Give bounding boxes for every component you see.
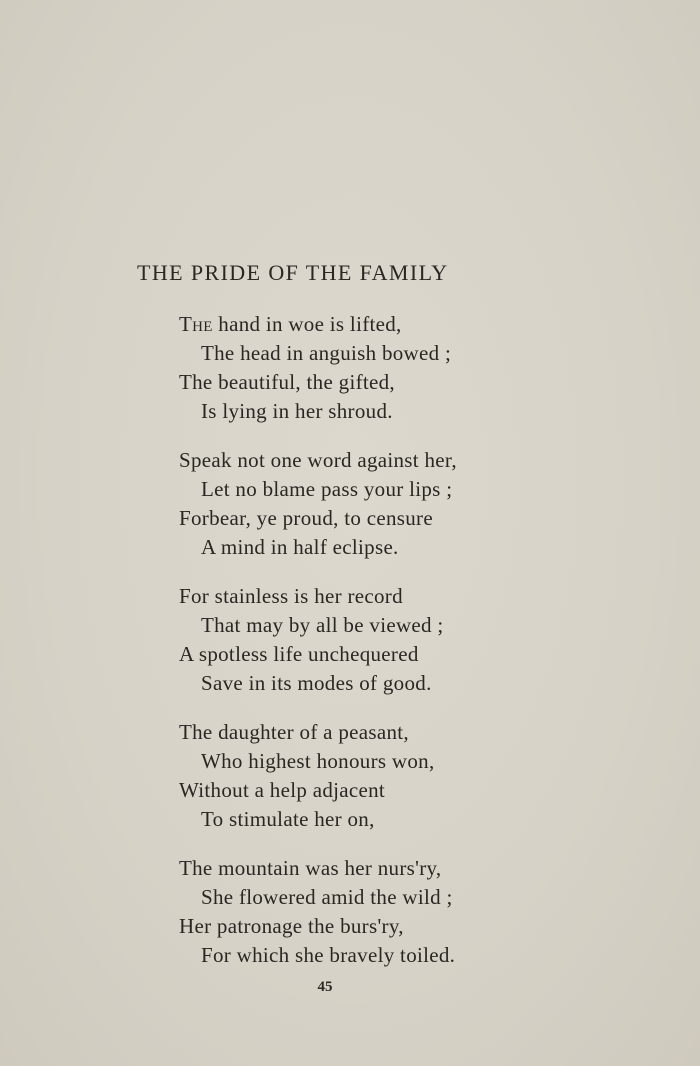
poem-line: The daughter of a peasant, — [179, 720, 409, 744]
poem-line: For stainless is her record — [179, 584, 403, 608]
poem-line: That may by all be viewed ; — [201, 613, 444, 637]
drop-word: The — [179, 312, 213, 336]
stanza-3 — [179, 582, 539, 698]
poem-line: A spotless life unchequered — [179, 642, 419, 666]
poem-line: The head in anguish bowed ; — [201, 341, 452, 365]
poem-line: Who highest honours won, — [201, 749, 435, 773]
poem-line: A mind in half eclipse. — [201, 535, 399, 559]
poem-body — [179, 310, 539, 970]
poem-title: THE PRIDE OF THE FAMILY — [137, 260, 449, 285]
page-number: 45 — [317, 979, 333, 995]
poem-line: Forbear, ye proud, to censure — [179, 506, 433, 530]
poem-line: Speak not one word against her, — [179, 448, 457, 472]
poem-line: The mountain was her nurs'ry, — [179, 856, 442, 880]
stanza-5 — [179, 854, 539, 970]
poem-line: To stimulate her on, — [201, 807, 375, 831]
stanza-4 — [179, 718, 539, 834]
poem-line: She flowered amid the wild ; — [201, 885, 453, 909]
poem-line: The beautiful, the gifted, — [179, 370, 395, 394]
poem-line: Without a help adjacent — [179, 778, 386, 802]
line-rest: hand in woe is lifted, — [212, 312, 402, 336]
poem-line: Her patronage the burs'ry, — [179, 914, 404, 938]
stanza-1 — [179, 310, 539, 426]
poem-line: For which she bravely toiled. — [201, 943, 456, 967]
stanza-2 — [179, 446, 539, 562]
poem-line: Let no blame pass your lips ; — [201, 477, 453, 501]
poem-line: Save in its modes of good. — [201, 671, 432, 695]
poem-line: Is lying in her shroud. — [201, 399, 393, 423]
poem-line — [179, 310, 539, 339]
